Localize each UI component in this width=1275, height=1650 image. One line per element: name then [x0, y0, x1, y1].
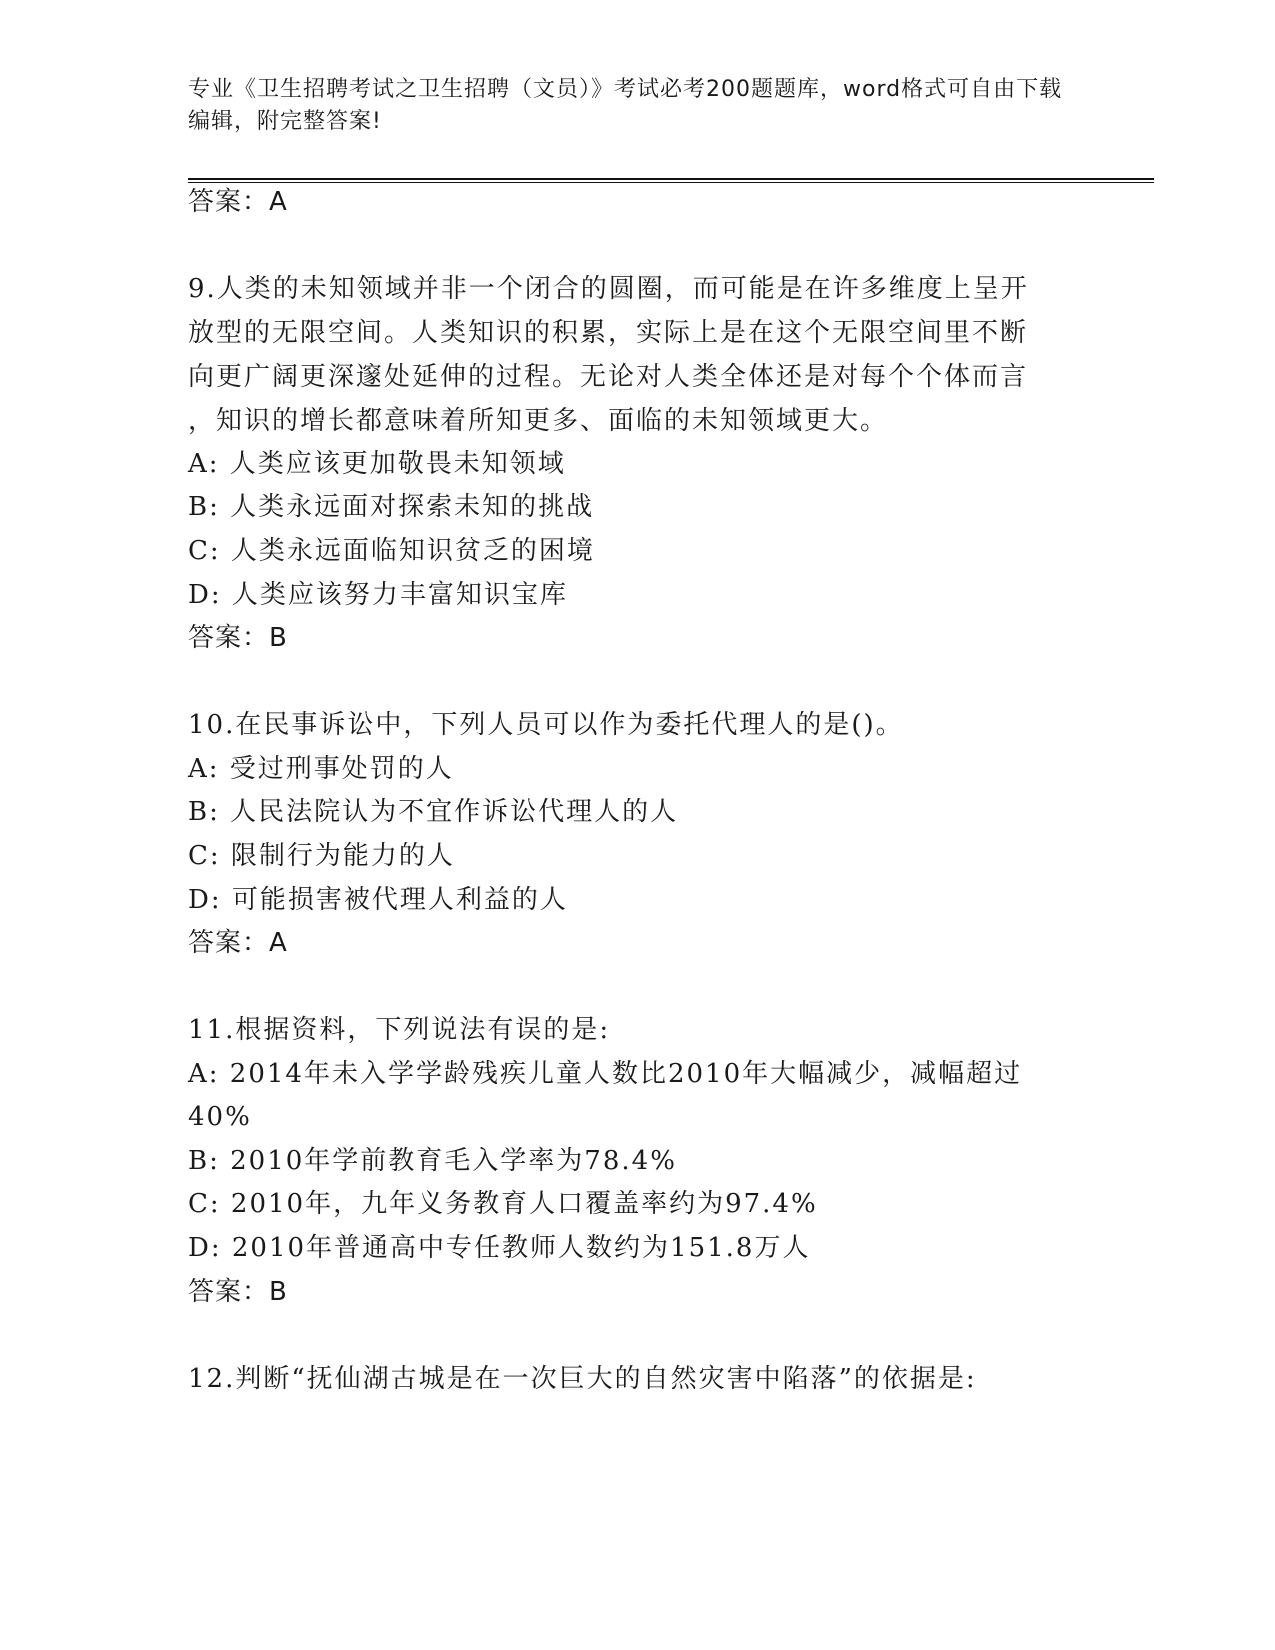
- answer-q11: 答案：B: [188, 1277, 288, 1307]
- q9-option-b: B: 人类永远面对探索未知的挑战: [188, 492, 595, 522]
- q11-option-a-continued: 40%: [188, 1102, 252, 1132]
- q11-option-d: D: 2010年普通高中专任教师人数约为151.8万人: [188, 1233, 811, 1263]
- q11-stem: 11.根据资料，下列说法有误的是:: [188, 1015, 611, 1045]
- q11-option-b: B: 2010年学前教育毛入学率为78.4%: [188, 1146, 677, 1176]
- answer-q8: 答案：A: [188, 187, 288, 217]
- answer-q10: 答案：A: [188, 928, 288, 958]
- q11-option-c: C: 2010年，九年义务教育人口覆盖率约为97.4%: [188, 1189, 818, 1219]
- q10-option-b: B: 人民法院认为不宜作诉讼代理人的人: [188, 797, 679, 827]
- document-header: 专业《卫生招聘考试之卫生招聘（文员）》考试必考200题题库，word格式可自由下载编辑，附完整答案!: [188, 77, 1063, 134]
- q9-stem-line-4: ，知识的增长都意味着所知更多、面临的未知领域更大。: [188, 406, 889, 436]
- q9-option-d: D: 人类应该努力丰富知识宝库: [188, 580, 568, 610]
- answer-q9: 答案：B: [188, 623, 288, 653]
- header-divider: [188, 178, 1154, 180]
- q9-stem-line-2: 放型的无限空间。人类知识的积累，实际上是在这个无限空间里不断: [188, 318, 1029, 348]
- q9-stem-line-3: 向更广阔更深邃处延伸的过程。无论对人类全体还是对每个个体而言: [188, 362, 1029, 392]
- q9-stem-line-1: 9.人类的未知领域并非一个闭合的圆圈，而可能是在许多维度上呈开: [188, 274, 1029, 304]
- q10-option-a: A: 受过刑事处罚的人: [188, 754, 454, 784]
- q10-option-d: D: 可能损害被代理人利益的人: [188, 885, 568, 915]
- q12-stem: 12.判断“抚仙湖古城是在一次巨大的自然灾害中陷落”的依据是:: [188, 1364, 977, 1394]
- q10-option-c: C: 限制行为能力的人: [188, 841, 455, 871]
- header-divider-thin: [188, 182, 1154, 183]
- q9-option-c: C: 人类永远面临知识贫乏的困境: [188, 536, 595, 566]
- q10-stem: 10.在民事诉讼中，下列人员可以作为委托代理人的是()。: [188, 710, 904, 740]
- q11-option-a: A: 2014年未入学学龄残疾儿童人数比2010年大幅减少，减幅超过: [188, 1059, 1023, 1089]
- q9-option-a: A: 人类应该更加敬畏未知领域: [188, 449, 566, 479]
